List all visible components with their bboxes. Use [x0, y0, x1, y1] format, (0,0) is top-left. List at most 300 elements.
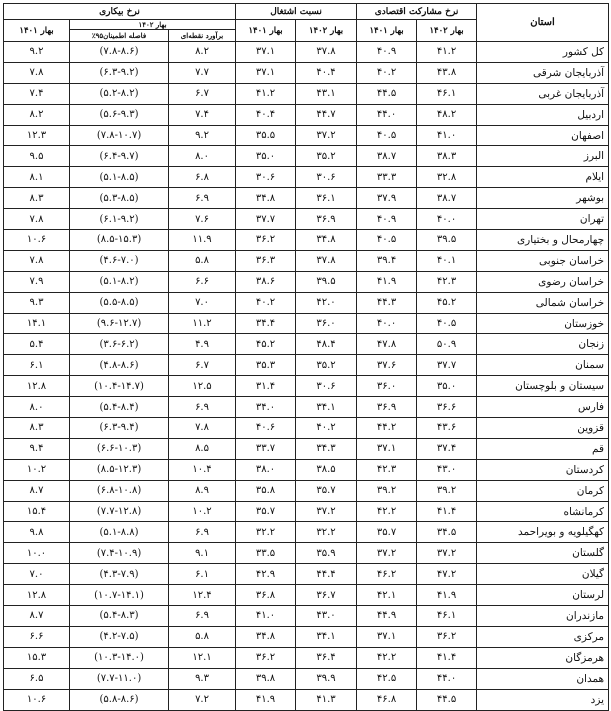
- unemployment-ci-cell: (۵.۱-۸.۸): [70, 522, 169, 543]
- province-cell: اردبیل: [477, 104, 609, 125]
- employment-1401-cell: ۳۶.۲: [236, 230, 296, 251]
- province-cell: کردستان: [477, 459, 609, 480]
- table-row: [4, 125, 609, 146]
- table-row: [4, 104, 609, 125]
- province-cell: چهارمحال و بختیاری: [477, 230, 609, 251]
- province-cell: گیلان: [477, 564, 609, 585]
- table-row: [4, 83, 609, 104]
- unemployment-point-cell: ۴.۹: [169, 334, 236, 355]
- unemployment-point-cell: ۶.۹: [169, 522, 236, 543]
- participation-1402-cell: ۴۱.۰: [417, 125, 477, 146]
- employment-1401-cell: ۳۸.۰: [236, 459, 296, 480]
- unemployment-1401-cell: ۶.۱: [4, 355, 70, 376]
- unemployment-point-cell: ۶.۸: [169, 167, 236, 188]
- unemployment-1401-cell: ۷.۸: [4, 62, 70, 83]
- participation-1402-cell: ۳۴.۵: [417, 522, 477, 543]
- province-cell: گلستان: [477, 543, 609, 564]
- employment-1401-cell: ۴۱.۲: [236, 83, 296, 104]
- unemployment-ci-cell: (۷.۴-۱۰.۹): [70, 543, 169, 564]
- unemployment-point-cell: ۶.۹: [169, 397, 236, 418]
- participation-1402-cell: ۴۳.۰: [417, 459, 477, 480]
- unemployment-1401-cell: ۱۰.۲: [4, 459, 70, 480]
- unemployment-point-cell: ۱۲.۴: [169, 585, 236, 606]
- table-row: [4, 209, 609, 230]
- participation-1402-cell: ۴۵.۲: [417, 292, 477, 313]
- participation-1401-cell: ۴۰.۰: [357, 313, 417, 334]
- participation-1401-cell: ۳۹.۲: [357, 480, 417, 501]
- participation-1402-cell: ۳۶.۶: [417, 397, 477, 418]
- unemployment-point-cell: ۷.۲: [169, 689, 236, 710]
- participation-1402-cell: ۳۲.۸: [417, 167, 477, 188]
- unemployment-1401-cell: ۱۰.۶: [4, 689, 70, 710]
- province-cell: کرمانشاه: [477, 501, 609, 522]
- participation-1402-cell: ۳۵.۰: [417, 376, 477, 397]
- unemployment-ci-cell: (۷.۷-۱۲.۸): [70, 501, 169, 522]
- unemployment-1401-cell: ۱۵.۴: [4, 501, 70, 522]
- unemployment-ci-cell: (۷.۸-۸.۶): [70, 42, 169, 63]
- participation-1401-cell: ۴۱.۹: [357, 271, 417, 292]
- table-row: [4, 230, 609, 251]
- provincial-labor-table: [3, 3, 609, 711]
- employment-1401-cell: ۴۲.۹: [236, 564, 296, 585]
- table-row: [4, 564, 609, 585]
- unemployment-ci-cell: (۶.۸-۱۰.۸): [70, 480, 169, 501]
- employment-1402-cell: ۳۶.۴: [296, 647, 357, 668]
- employment-1401-cell: ۳۳.۵: [236, 543, 296, 564]
- employment-1401-cell: ۳۴.۴: [236, 313, 296, 334]
- unemployment-ci-cell: (۷.۷-۱۱.۰): [70, 668, 169, 689]
- unemployment-point-cell: ۱۰.۴: [169, 459, 236, 480]
- unemployment-ci-cell: (۳.۶-۶.۲): [70, 334, 169, 355]
- employment-1401-cell: ۴۰.۶: [236, 418, 296, 439]
- unemployment-1401-cell: ۸.۷: [4, 480, 70, 501]
- employment-1402-cell: ۳۵.۲: [296, 355, 357, 376]
- employment-1402-header: بهار ۱۴۰۲: [296, 20, 357, 42]
- province-cell: خراسان رضوی: [477, 271, 609, 292]
- participation-1401-cell: ۳۷.۱: [357, 438, 417, 459]
- participation-1402-cell: ۴۲.۳: [417, 271, 477, 292]
- employment-1401-cell: ۳۸.۶: [236, 271, 296, 292]
- unemployment-1401-cell: ۹.۲: [4, 42, 70, 63]
- participation-1401-cell: ۳۵.۷: [357, 522, 417, 543]
- employment-1402-cell: ۳۴.۱: [296, 626, 357, 647]
- employment-1402-cell: ۴۱.۳: [296, 689, 357, 710]
- participation-1401-cell: ۳۷.۱: [357, 626, 417, 647]
- unemployment-point-cell: ۷.۷: [169, 62, 236, 83]
- employment-1402-cell: ۴۸.۴: [296, 334, 357, 355]
- unemployment-ci-cell: (۴.۶-۷.۰): [70, 250, 169, 271]
- table-row: [4, 292, 609, 313]
- unemployment-point-cell: ۵.۸: [169, 626, 236, 647]
- province-cell: خراسان جنوبی: [477, 250, 609, 271]
- unemployment-ci-cell: (۴.۸-۸.۶): [70, 355, 169, 376]
- unemployment-1401-cell: ۸.۷: [4, 606, 70, 627]
- participation-1402-cell: ۳۸.۷: [417, 188, 477, 209]
- table-row: [4, 501, 609, 522]
- employment-1401-cell: ۳۵.۵: [236, 125, 296, 146]
- participation-1402-cell: ۳۷.۷: [417, 355, 477, 376]
- table-row: [4, 376, 609, 397]
- participation-1401-cell: ۴۰.۲: [357, 62, 417, 83]
- unemployment-point-cell: ۵.۸: [169, 250, 236, 271]
- unemployment-1401-cell: ۱۲.۸: [4, 585, 70, 606]
- employment-1402-cell: ۴۴.۴: [296, 564, 357, 585]
- participation-header: نرخ مشارکت اقتصادی: [357, 4, 477, 20]
- unemployment-1401-cell: ۸.۳: [4, 418, 70, 439]
- employment-1402-cell: ۴۲.۰: [296, 292, 357, 313]
- unemployment-ci-cell: (۸.۵-۱۵.۳): [70, 230, 169, 251]
- participation-1401-cell: ۳۳.۳: [357, 167, 417, 188]
- participation-1401-cell: ۴۴.۹: [357, 606, 417, 627]
- unemployment-point-cell: ۱۲.۱: [169, 647, 236, 668]
- participation-1402-header: بهار ۱۴۰۲: [417, 20, 477, 42]
- employment-1402-cell: ۳۸.۵: [296, 459, 357, 480]
- unemployment-1401-cell: ۱۲.۳: [4, 125, 70, 146]
- unemployment-header: نرخ بیکاری: [4, 4, 236, 20]
- unemployment-1401-cell: ۶.۵: [4, 668, 70, 689]
- participation-1401-cell: ۳۷.۹: [357, 188, 417, 209]
- province-cell: کرمان: [477, 480, 609, 501]
- unemployment-point-cell: ۱۰.۲: [169, 501, 236, 522]
- province-cell: آذربایجان شرقی: [477, 62, 609, 83]
- participation-1401-cell: ۴۴.۲: [357, 418, 417, 439]
- participation-1401-cell: ۴۶.۸: [357, 689, 417, 710]
- table-header: [4, 4, 609, 42]
- employment-1401-cell: ۳۷.۱: [236, 42, 296, 63]
- unemployment-point-cell: ۶.۹: [169, 188, 236, 209]
- unemployment-1401-cell: ۸.۱: [4, 167, 70, 188]
- province-cell: همدان: [477, 668, 609, 689]
- participation-1401-header: بهار ۱۴۰۱: [357, 20, 417, 42]
- employment-1401-cell: ۴۱.۹: [236, 689, 296, 710]
- unemployment-1401-cell: ۱۴.۱: [4, 313, 70, 334]
- unemployment-1401-cell: ۹.۸: [4, 522, 70, 543]
- employment-1402-cell: ۳۷.۸: [296, 42, 357, 63]
- employment-1401-cell: ۳۲.۲: [236, 522, 296, 543]
- participation-1401-cell: ۴۴.۰: [357, 104, 417, 125]
- table-row: [4, 334, 609, 355]
- participation-1401-cell: ۳۷.۶: [357, 355, 417, 376]
- participation-1401-cell: ۴۴.۳: [357, 292, 417, 313]
- unemployment-1401-cell: ۷.۸: [4, 209, 70, 230]
- unemployment-1401-cell: ۷.۰: [4, 564, 70, 585]
- unemployment-1401-cell: ۹.۳: [4, 292, 70, 313]
- employment-1402-cell: ۳۶.۷: [296, 585, 357, 606]
- unemployment-ci-cell: (۵.۴-۸.۳): [70, 606, 169, 627]
- province-cell: لرستان: [477, 585, 609, 606]
- table-body: [4, 42, 609, 711]
- employment-1402-cell: ۳۶.۹: [296, 209, 357, 230]
- employment-1401-cell: ۳۷.۷: [236, 209, 296, 230]
- table-row: [4, 42, 609, 63]
- participation-1402-cell: ۴۶.۱: [417, 83, 477, 104]
- confidence-interval-header: فاصله اطمینان۹۵٪: [70, 30, 169, 42]
- employment-1401-cell: ۳۹.۸: [236, 668, 296, 689]
- employment-1401-cell: ۳۶.۲: [236, 647, 296, 668]
- employment-1401-cell: ۴۱.۰: [236, 606, 296, 627]
- participation-1402-cell: ۴۴.۵: [417, 689, 477, 710]
- participation-1402-cell: ۳۹.۵: [417, 230, 477, 251]
- unemployment-1401-cell: ۹.۴: [4, 438, 70, 459]
- employment-1402-cell: ۴۰.۲: [296, 418, 357, 439]
- employment-1402-cell: ۴۳.۱: [296, 83, 357, 104]
- unemployment-ci-cell: (۶.۳-۹.۲): [70, 62, 169, 83]
- province-cell: فارس: [477, 397, 609, 418]
- unemployment-ci-cell: (۵.۵-۸.۵): [70, 292, 169, 313]
- unemployment-point-cell: ۸.۲: [169, 42, 236, 63]
- employment-1402-cell: ۳۵.۲: [296, 146, 357, 167]
- province-cell: ایلام: [477, 167, 609, 188]
- province-header: استان: [477, 4, 609, 42]
- table-row: [4, 668, 609, 689]
- participation-1402-cell: ۳۹.۲: [417, 480, 477, 501]
- participation-1401-cell: ۴۰.۹: [357, 209, 417, 230]
- unemployment-ci-cell: (۴.۲-۷.۵): [70, 626, 169, 647]
- point-estimate-header: برآورد نقطه‌ای: [169, 30, 236, 42]
- table-row: [4, 522, 609, 543]
- employment-1402-cell: ۳۷.۲: [296, 125, 357, 146]
- unemployment-ci-cell: (۱۰.۴-۱۴.۷): [70, 376, 169, 397]
- employment-header: نسبت اشتغال: [236, 4, 357, 20]
- participation-1401-cell: ۴۲.۲: [357, 501, 417, 522]
- employment-1402-cell: ۴۳.۰: [296, 606, 357, 627]
- employment-1401-cell: ۳۱.۴: [236, 376, 296, 397]
- employment-1402-cell: ۳۶.۱: [296, 188, 357, 209]
- participation-1401-cell: ۳۶.۰: [357, 376, 417, 397]
- table-row: [4, 459, 609, 480]
- province-cell: کهگیلویه و بویراحمد: [477, 522, 609, 543]
- table-row: [4, 250, 609, 271]
- employment-1401-cell: ۳۵.۰: [236, 146, 296, 167]
- unemployment-ci-cell: (۷.۸-۱۰.۷): [70, 125, 169, 146]
- unemployment-1401-cell: ۷.۴: [4, 83, 70, 104]
- table-row: [4, 647, 609, 668]
- participation-1401-cell: ۴۲.۱: [357, 585, 417, 606]
- employment-1402-cell: ۳۵.۷: [296, 480, 357, 501]
- employment-1402-cell: ۳۹.۵: [296, 271, 357, 292]
- participation-1401-cell: ۴۲.۳: [357, 459, 417, 480]
- unemployment-ci-cell: (۸.۵-۱۲.۳): [70, 459, 169, 480]
- unemployment-point-cell: ۸.۵: [169, 438, 236, 459]
- employment-1401-cell: ۳۵.۷: [236, 501, 296, 522]
- employment-1401-cell: ۳۴.۸: [236, 626, 296, 647]
- unemployment-1401-cell: ۱۰.۰: [4, 543, 70, 564]
- table-row: [4, 585, 609, 606]
- employment-1401-header: بهار ۱۴۰۱: [236, 20, 296, 42]
- unemployment-1401-cell: ۷.۹: [4, 271, 70, 292]
- unemployment-1401-cell: ۶.۶: [4, 626, 70, 647]
- employment-1401-cell: ۴۵.۲: [236, 334, 296, 355]
- unemployment-1401-cell: ۸.۰: [4, 397, 70, 418]
- province-cell: خراسان شمالی: [477, 292, 609, 313]
- participation-1402-cell: ۴۱.۴: [417, 501, 477, 522]
- participation-1401-cell: ۴۷.۸: [357, 334, 417, 355]
- unemployment-ci-cell: (۶.۶-۱۰.۳): [70, 438, 169, 459]
- unemployment-ci-cell: (۵.۴-۸.۴): [70, 397, 169, 418]
- participation-1402-cell: ۳۸.۳: [417, 146, 477, 167]
- province-cell: اصفهان: [477, 125, 609, 146]
- unemployment-1401-cell: ۸.۳: [4, 188, 70, 209]
- unemployment-ci-cell: (۴.۳-۷.۹): [70, 564, 169, 585]
- unemployment-ci-cell: (۵.۲-۸.۲): [70, 83, 169, 104]
- unemployment-point-cell: ۶.۹: [169, 606, 236, 627]
- participation-1402-cell: ۵۰.۹: [417, 334, 477, 355]
- participation-1401-cell: ۳۶.۹: [357, 397, 417, 418]
- employment-1402-cell: ۳۴.۳: [296, 438, 357, 459]
- unemployment-point-cell: ۷.۴: [169, 104, 236, 125]
- participation-1401-cell: ۳۷.۲: [357, 543, 417, 564]
- unemployment-point-cell: ۸.۰: [169, 146, 236, 167]
- province-cell: سمنان: [477, 355, 609, 376]
- province-cell: قزوین: [477, 418, 609, 439]
- employment-1402-cell: ۳۹.۹: [296, 668, 357, 689]
- unemployment-1401-cell: ۸.۲: [4, 104, 70, 125]
- unemployment-point-cell: ۶.۷: [169, 83, 236, 104]
- employment-1401-cell: ۳۵.۳: [236, 355, 296, 376]
- table-row: [4, 188, 609, 209]
- participation-1401-cell: ۴۰.۵: [357, 125, 417, 146]
- employment-1401-cell: ۳۴.۸: [236, 188, 296, 209]
- unemployment-ci-cell: (۶.۳-۹.۴): [70, 418, 169, 439]
- unemployment-1401-cell: ۱۵.۳: [4, 647, 70, 668]
- participation-1402-cell: ۴۱.۹: [417, 585, 477, 606]
- employment-1402-cell: ۳۷.۲: [296, 501, 357, 522]
- employment-1401-cell: ۳۳.۷: [236, 438, 296, 459]
- table-row: [4, 418, 609, 439]
- participation-1401-cell: ۴۲.۵: [357, 668, 417, 689]
- table-row: [4, 167, 609, 188]
- unemployment-point-cell: ۷.۸: [169, 418, 236, 439]
- employment-1402-cell: ۳۵.۹: [296, 543, 357, 564]
- unemployment-1401-cell: ۱۰.۶: [4, 230, 70, 251]
- employment-1401-cell: ۳۶.۸: [236, 585, 296, 606]
- province-cell: بوشهر: [477, 188, 609, 209]
- unemployment-ci-cell: (۶.۱-۹.۲): [70, 209, 169, 230]
- employment-1402-cell: ۳۲.۲: [296, 522, 357, 543]
- participation-1402-cell: ۳۶.۲: [417, 626, 477, 647]
- unemployment-ci-cell: (۵.۸-۸.۶): [70, 689, 169, 710]
- unemployment-ci-cell: (۵.۱-۸.۵): [70, 167, 169, 188]
- employment-1401-cell: ۴۰.۲: [236, 292, 296, 313]
- unemployment-point-cell: ۹.۳: [169, 668, 236, 689]
- labor-statistics-table-container: [3, 3, 608, 711]
- unemployment-point-cell: ۱۲.۵: [169, 376, 236, 397]
- participation-1401-cell: ۴۴.۵: [357, 83, 417, 104]
- employment-1402-cell: ۳۷.۸: [296, 250, 357, 271]
- table-row: [4, 146, 609, 167]
- participation-1402-cell: ۴۰.۰: [417, 209, 477, 230]
- participation-1402-cell: ۴۸.۲: [417, 104, 477, 125]
- unemployment-ci-cell: (۵.۶-۹.۳): [70, 104, 169, 125]
- participation-1401-cell: ۳۸.۷: [357, 146, 417, 167]
- unemployment-ci-cell: (۶.۴-۹.۷): [70, 146, 169, 167]
- participation-1401-cell: ۴۰.۹: [357, 42, 417, 63]
- participation-1402-cell: ۴۱.۴: [417, 647, 477, 668]
- unemployment-ci-cell: (۵.۱-۸.۲): [70, 271, 169, 292]
- table-row: [4, 626, 609, 647]
- employment-1402-cell: ۳۰.۶: [296, 376, 357, 397]
- participation-1402-cell: ۳۷.۲: [417, 543, 477, 564]
- unemployment-point-cell: ۷.۰: [169, 292, 236, 313]
- unemployment-point-cell: ۶.۱: [169, 564, 236, 585]
- unemployment-point-cell: ۷.۶: [169, 209, 236, 230]
- unemployment-1401-header: بهار ۱۴۰۱: [4, 20, 70, 42]
- province-cell: یزد: [477, 689, 609, 710]
- participation-1402-cell: ۴۱.۲: [417, 42, 477, 63]
- employment-1402-cell: ۴۰.۴: [296, 62, 357, 83]
- unemployment-1401-cell: ۹.۵: [4, 146, 70, 167]
- table-row: [4, 355, 609, 376]
- province-cell: هرمزگان: [477, 647, 609, 668]
- employment-1402-cell: ۳۴.۸: [296, 230, 357, 251]
- table-row: [4, 62, 609, 83]
- unemployment-1402-header: بهار ۱۴۰۲: [70, 20, 236, 30]
- unemployment-point-cell: ۶.۷: [169, 355, 236, 376]
- unemployment-point-cell: ۱۱.۹: [169, 230, 236, 251]
- employment-1402-cell: ۴۴.۷: [296, 104, 357, 125]
- table-row: [4, 313, 609, 334]
- unemployment-ci-cell: (۵.۳-۸.۵): [70, 188, 169, 209]
- province-cell: البرز: [477, 146, 609, 167]
- participation-1401-cell: ۴۲.۲: [357, 647, 417, 668]
- province-cell: خوزستان: [477, 313, 609, 334]
- employment-1401-cell: ۴۰.۴: [236, 104, 296, 125]
- table-row: [4, 606, 609, 627]
- employment-1402-cell: ۳۰.۶: [296, 167, 357, 188]
- participation-1401-cell: ۴۶.۲: [357, 564, 417, 585]
- participation-1402-cell: ۴۳.۸: [417, 62, 477, 83]
- unemployment-point-cell: ۱۱.۲: [169, 313, 236, 334]
- province-cell: آذربایجان غربی: [477, 83, 609, 104]
- unemployment-point-cell: ۶.۶: [169, 271, 236, 292]
- participation-1402-cell: ۴۳.۶: [417, 418, 477, 439]
- unemployment-point-cell: ۹.۱: [169, 543, 236, 564]
- employment-1401-cell: ۳۶.۳: [236, 250, 296, 271]
- province-cell: تهران: [477, 209, 609, 230]
- province-cell: قم: [477, 438, 609, 459]
- unemployment-point-cell: ۹.۲: [169, 125, 236, 146]
- unemployment-point-cell: ۸.۹: [169, 480, 236, 501]
- employment-1401-cell: ۳۰.۶: [236, 167, 296, 188]
- province-cell: سیستان و بلوچستان: [477, 376, 609, 397]
- employment-1402-cell: ۳۶.۰: [296, 313, 357, 334]
- table-row: [4, 438, 609, 459]
- table-row: [4, 397, 609, 418]
- table-row: [4, 271, 609, 292]
- unemployment-ci-cell: (۱۰.۷-۱۴.۱): [70, 585, 169, 606]
- table-row: [4, 543, 609, 564]
- table-row: [4, 480, 609, 501]
- employment-1402-cell: ۳۴.۱: [296, 397, 357, 418]
- unemployment-ci-cell: (۱۰.۳-۱۴.۰): [70, 647, 169, 668]
- employment-1401-cell: ۳۴.۰: [236, 397, 296, 418]
- province-cell: زنجان: [477, 334, 609, 355]
- participation-1402-cell: ۴۰.۱: [417, 250, 477, 271]
- participation-1401-cell: ۳۹.۴: [357, 250, 417, 271]
- unemployment-ci-cell: (۹.۶-۱۲.۷): [70, 313, 169, 334]
- participation-1401-cell: ۴۰.۵: [357, 230, 417, 251]
- table-row: [4, 689, 609, 710]
- participation-1402-cell: ۳۷.۴: [417, 438, 477, 459]
- participation-1402-cell: ۴۶.۱: [417, 606, 477, 627]
- unemployment-1401-cell: ۵.۴: [4, 334, 70, 355]
- employment-1401-cell: ۳۵.۸: [236, 480, 296, 501]
- unemployment-1401-cell: ۱۲.۸: [4, 376, 70, 397]
- participation-1402-cell: ۴۷.۲: [417, 564, 477, 585]
- province-cell: مرکزی: [477, 626, 609, 647]
- employment-1401-cell: ۳۷.۱: [236, 62, 296, 83]
- participation-1402-cell: ۴۴.۰: [417, 668, 477, 689]
